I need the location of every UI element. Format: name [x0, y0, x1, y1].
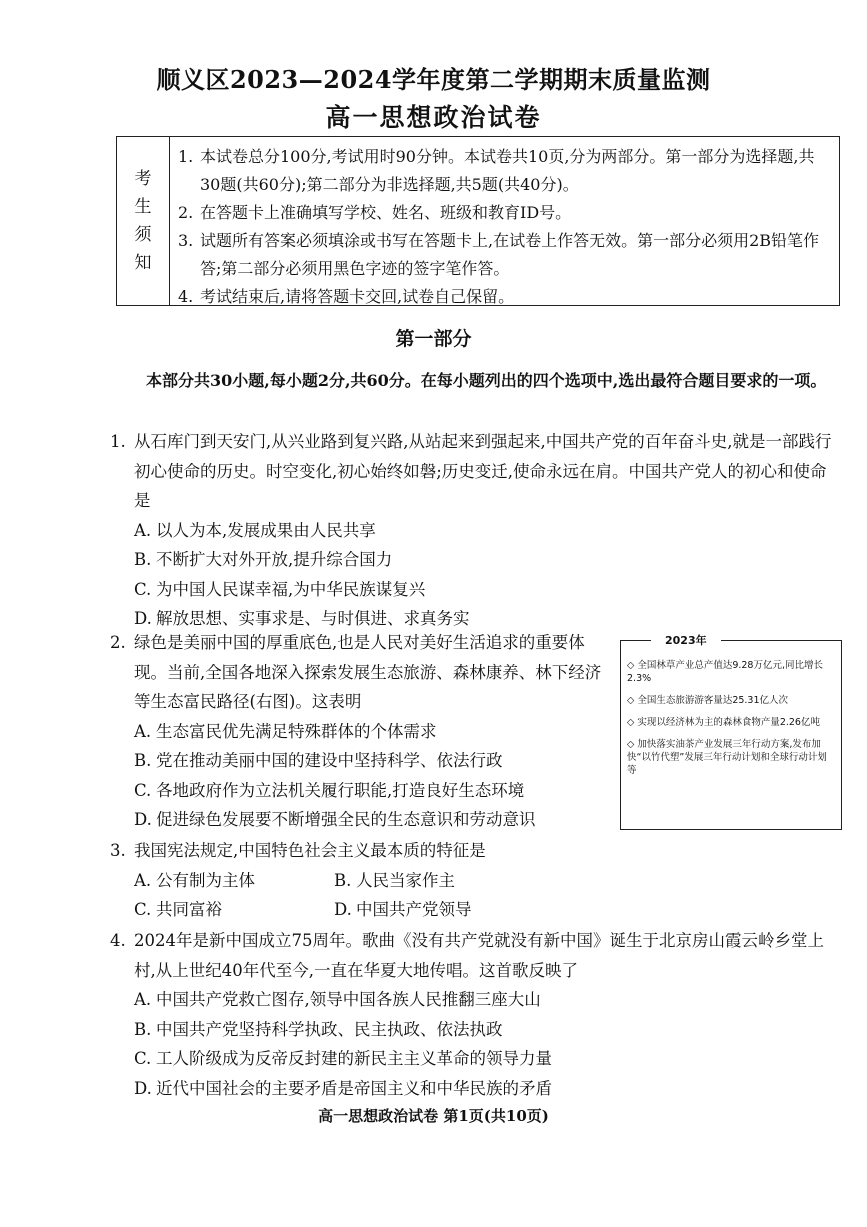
option-b: [110, 1015, 842, 1045]
notice-item-text: 考试结束后,请将答题卡交回,试卷自己保留。: [200, 287, 515, 306]
question-number: 1.: [110, 432, 126, 451]
option-a: [110, 985, 842, 1015]
figure-items: [621, 641, 841, 790]
question-stem: [110, 926, 842, 985]
exam-subtitle: 高一思想政治试卷: [325, 103, 542, 132]
option-b: [110, 545, 842, 575]
notice-item-number: 4.: [178, 287, 194, 306]
option-label: A.: [134, 990, 152, 1009]
notice-item-number: 2.: [178, 203, 194, 222]
option-text: 为中国人民谋幸福,为中华民族谋复兴: [156, 579, 426, 599]
question-text: 我国宪法规定,中国特色社会主义最本质的特征是: [134, 841, 486, 860]
notice-item: [178, 143, 829, 199]
option-c: [110, 776, 604, 806]
option-label: B.: [134, 1019, 152, 1039]
notice-item: [178, 199, 829, 227]
option-label: C.: [134, 579, 152, 599]
question-stem: [110, 836, 842, 866]
notice-item-text: 本试卷总分100分,考试用时90分钟。本试卷共10页,分为两部分。第一部分为选择题,共30题(共60分);第二部分为非选择题,共5题(共40分)。: [200, 147, 815, 194]
option-b: [334, 866, 634, 896]
option-label: B.: [334, 870, 352, 890]
figure-item: ◇ 实现以经济林为主的森林食物产量2.26亿吨: [627, 717, 820, 728]
option-text: 共同富裕: [156, 900, 222, 919]
option-a: [110, 717, 604, 747]
notice-item: [178, 283, 829, 311]
part-intro: 本部分共30小题,每小题2分,共60分。在每小题列出的四个选项中,选出最符合题目要求的一项。: [146, 371, 827, 390]
option-label: A.: [134, 721, 152, 741]
options-grid: [110, 866, 842, 925]
notice-item-number: 3.: [178, 231, 194, 250]
figure-item: ◇ 加快落实油茶产业发展三年行动方案,发布加快“以竹代塑”发展三年行动计划和全球行动计划等: [627, 739, 827, 776]
option-text: 以人为本,发展成果由人民共享: [156, 520, 376, 540]
option-label: D.: [134, 810, 152, 829]
question-number: 3.: [110, 841, 126, 860]
notice-item-number: 1.: [178, 147, 194, 166]
option-label: A.: [134, 520, 152, 540]
figure-item: ◇ 全国生态旅游游客量达25.31亿人次: [627, 695, 789, 706]
option-text: 中国共产党救亡图存,领导中国各族人民推翻三座大山: [156, 990, 541, 1009]
option-a: [134, 866, 334, 896]
question-number: 4.: [110, 931, 126, 950]
figure-year: 2023年: [651, 632, 721, 648]
exam-title: 顺义区2023—2024学年度第二学期期末质量监测: [156, 65, 711, 94]
option-text: 中国共产党领导: [356, 900, 472, 919]
option-a: [110, 516, 842, 546]
figure-item: ◇ 全国林草产业总产值达9.28万亿元,同比增长2.3%: [627, 660, 823, 684]
question-1: [110, 427, 842, 634]
notice-label-char: 生: [134, 197, 152, 217]
option-label: A.: [134, 870, 152, 890]
option-text: 各地政府作为立法机关履行职能,打造良好生态环境: [156, 780, 525, 800]
question-text: 绿色是美丽中国的厚重底色,也是人民对美好生活追求的重要体现。当前,全国各地深入探索发展生态旅游、森林康养、林下经济等生态富民路径(右图)。这表明: [134, 633, 602, 711]
option-text: 人民当家作主: [356, 870, 455, 890]
option-text: 促进绿色发展要不断增强全民的生态意识和劳动意识: [156, 810, 536, 829]
notice-item: [178, 227, 829, 283]
option-label: C.: [134, 780, 152, 800]
figure-box: [620, 634, 842, 830]
notice-item-text: 试题所有答案必须填涂或书写在答题卡上,在试卷上作答无效。第一部分必须用2B铅笔作答;第二部分必须用黑色字迹的签字笔作答。: [200, 231, 820, 278]
option-text: 近代中国社会的主要矛盾是帝国主义和中华民族的矛盾: [156, 1078, 552, 1098]
question-stem: [110, 427, 842, 516]
notice-label-char: 考: [134, 169, 152, 189]
question-2: [110, 628, 604, 835]
option-d: [110, 1074, 842, 1104]
option-text: 不断扩大对外开放,提升综合国力: [156, 550, 393, 569]
question-4: [110, 926, 842, 1103]
question-number: 2.: [110, 633, 126, 652]
option-d: [110, 805, 604, 835]
notice-item-text: 在答题卡上准确填写学校、姓名、班级和教育ID号。: [200, 203, 572, 222]
option-label: D.: [134, 609, 152, 628]
notice-label-char: 须: [134, 225, 152, 245]
option-label: C.: [134, 900, 152, 919]
option-text: 中国共产党坚持科学执政、民主执政、依法执政: [156, 1019, 503, 1039]
option-text: 党在推动美丽中国的建设中坚持科学、依法行政: [156, 751, 503, 770]
option-label: C.: [134, 1049, 152, 1068]
notice-label: [117, 137, 170, 305]
option-label: D.: [134, 1078, 152, 1098]
notice-items: [170, 137, 839, 305]
notice-label-char: 知: [134, 253, 152, 273]
option-c: [110, 1044, 842, 1074]
option-label: D.: [334, 900, 352, 919]
option-text: 工人阶级成为反帝反封建的新民主主义革命的领导力量: [156, 1049, 552, 1068]
question-3: [110, 836, 842, 925]
option-text: 生态富民优先满足特殊群体的个体需求: [156, 721, 437, 741]
part-title: 第一部分: [395, 328, 472, 350]
option-text: 公有制为主体: [156, 870, 255, 890]
question-text: 2024年是新中国成立75周年。歌曲《没有共产党就没有新中国》诞生于北京房山霞云岭乡堂上村,从上世纪40年代至今,一直在华夏大地传唱。这首歌反映了: [134, 931, 824, 980]
option-label: B.: [134, 550, 152, 569]
option-text: 解放思想、实事求是、与时俱进、求真务实: [156, 609, 470, 628]
option-c: [134, 895, 334, 925]
notice-box: [116, 136, 840, 306]
question-stem: [110, 628, 604, 717]
option-b: [110, 746, 604, 776]
page-footer: 高一思想政治试卷 第1页(共10页): [318, 1107, 549, 1125]
option-d: [334, 895, 634, 925]
option-c: [110, 575, 842, 605]
question-text: 从石库门到天安门,从兴业路到复兴路,从站起来到强起来,中国共产党的百年奋斗史,就是一部践行初心使命的历史。时空变化,初心始终如磐;历史变迁,使命永远在肩。中国共产党人的初心和使命是: [134, 432, 832, 510]
option-label: B.: [134, 751, 152, 770]
